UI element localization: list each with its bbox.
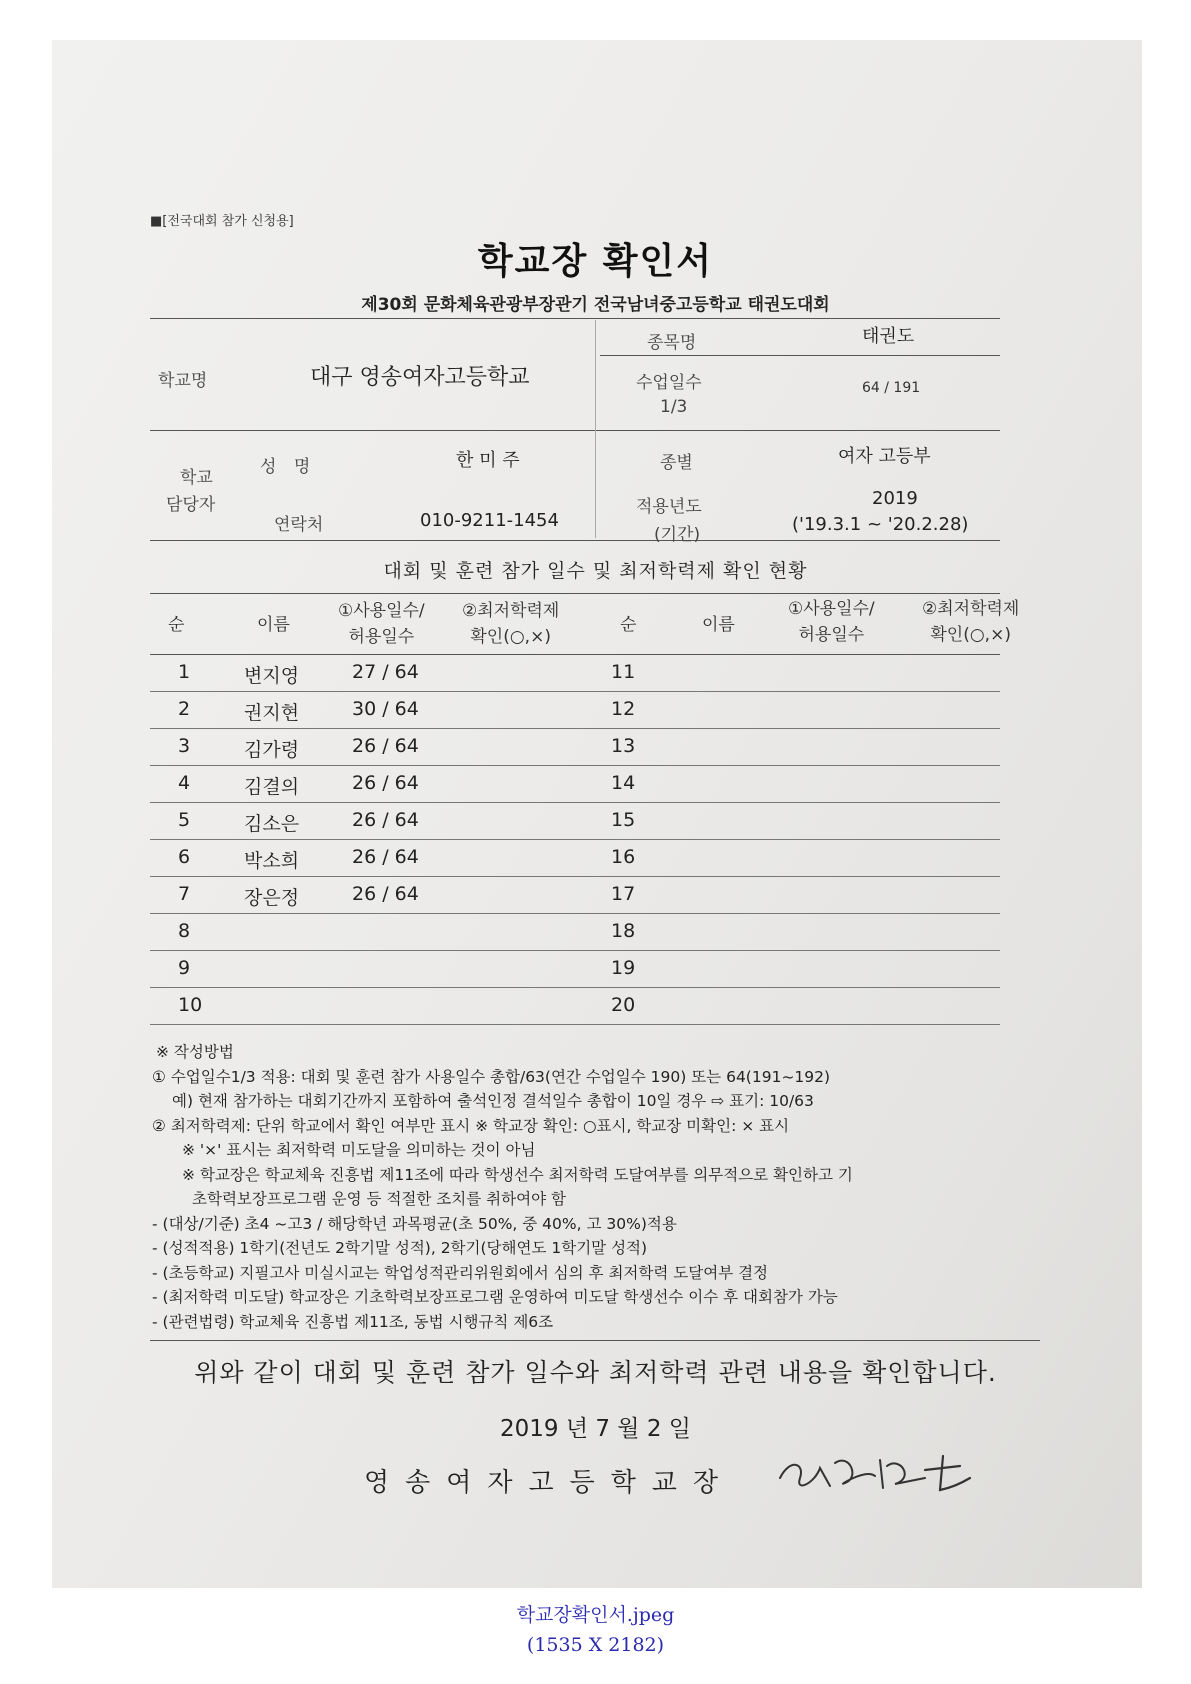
col-header-min: ②최저학력제 확인(○,×) xyxy=(462,601,560,647)
application-tag: ■[전국대회 참가 신청용] xyxy=(150,214,294,229)
note-line: ② 최저학력제: 단위 학교에서 확인 여부만 표시 ※ 학교장 확인: ○표시, 학교장 미확인: × 표시 xyxy=(152,1116,790,1135)
row-no: 3 xyxy=(178,735,191,757)
manager-label-2: 담당자 xyxy=(166,495,216,515)
col-header-days: ①사용일수/ 허용일수 xyxy=(338,601,425,647)
row-days: 26 / 64 xyxy=(352,883,419,905)
row-days: 26 / 64 xyxy=(352,809,419,831)
info-rule-bottom xyxy=(150,540,1000,541)
year-value: 2019 xyxy=(872,488,918,509)
document-title: 학교장 확인서 xyxy=(477,241,714,282)
row-no: 1 xyxy=(178,661,191,683)
row-no: 16 xyxy=(611,846,636,868)
note-line: - (초등학교) 지필고사 미실시교는 학업성적관리위원회에서 심의 후 최저학력 도달여부 결정 xyxy=(152,1263,769,1282)
col-header-days-right: ①사용일수/ 허용일수 xyxy=(788,599,875,645)
row-days: 26 / 64 xyxy=(352,772,419,794)
col-header-min-right: ②최저학력제 확인(○,×) xyxy=(922,599,1020,645)
row-no: 14 xyxy=(611,772,636,794)
class-days-value: 64 / 191 xyxy=(862,380,921,396)
category-value: 여자 고등부 xyxy=(838,446,931,467)
note-line: ① 수업일수1/3 적용: 대회 및 훈련 참가 사용일수 총합/63(연간 수업일수 190) 또는 64(191~192) xyxy=(152,1067,831,1086)
school-label: 학교명 xyxy=(158,371,208,391)
row-days: 27 / 64 xyxy=(352,661,419,683)
manager-label: 학교 xyxy=(180,468,213,488)
name-label: 성 명 xyxy=(260,457,311,477)
info-rule-top xyxy=(150,318,1000,319)
table-row-rule xyxy=(150,1024,1000,1025)
note-line: ※ '×' 표시는 최저학력 미도달을 의미하는 것이 아님 xyxy=(182,1141,536,1159)
note-line: - (관련법령) 학교체육 진흥법 제11조, 동법 시행규칙 제6조 xyxy=(152,1312,554,1331)
table-row-rule xyxy=(150,839,1000,840)
row-name: 김가령 xyxy=(244,739,300,761)
event-subtitle: 제30회 문화체육관광부장관기 전국남녀중고등학교 태권도대회 xyxy=(361,295,830,315)
contact-value: 010-9211-1454 xyxy=(420,510,559,531)
row-name: 박소희 xyxy=(244,850,300,872)
category-label: 종별 xyxy=(660,453,693,473)
col-header-name: 이름 xyxy=(257,615,290,635)
table-rule-header xyxy=(150,654,1000,655)
row-no: 8 xyxy=(178,920,191,942)
info-divider xyxy=(595,320,596,538)
row-days: 26 / 64 xyxy=(352,846,419,868)
table-row-rule xyxy=(150,802,1000,803)
row-name: 김결의 xyxy=(244,776,300,798)
school-name: 대구 영송여자고등학교 xyxy=(310,365,530,390)
row-no: 19 xyxy=(611,957,636,979)
row-no: 18 xyxy=(611,920,636,942)
note-line: 초학력보장프로그램 운영 등 적절한 조치를 취하여야 함 xyxy=(192,1190,566,1208)
event-label: 종목명 xyxy=(647,333,697,353)
confirmation-statement: 위와 같이 대회 및 훈련 참가 일수와 최저학력 관련 내용을 확인합니다. xyxy=(194,1358,997,1387)
table-row-rule xyxy=(150,765,1000,766)
row-days: 30 / 64 xyxy=(352,698,419,720)
row-no: 6 xyxy=(178,846,191,868)
year-label: 적용년도 xyxy=(636,497,702,517)
notes-rule-bottom xyxy=(150,1340,1040,1341)
table-row-rule xyxy=(150,691,1000,692)
row-name: 김소은 xyxy=(244,813,300,835)
note-line: ※ 작성방법 xyxy=(156,1043,234,1061)
image-caption xyxy=(0,1600,1191,1660)
principal-title: 영송여자고등학교장 xyxy=(364,1468,735,1498)
table-row-rule xyxy=(150,876,1000,877)
event-value: 태권도 xyxy=(862,326,915,347)
class-days-label: 수업일수 xyxy=(636,373,702,393)
note-line: 예) 현재 참가하는 대회기간까지 포함하여 출석인정 결석일수 총합이 10일 경우 ⇨ 표기: 10/63 xyxy=(172,1092,814,1110)
row-name: 변지영 xyxy=(244,665,300,687)
period-label: (기간) xyxy=(654,525,701,545)
row-no: 11 xyxy=(611,661,636,683)
table-row-rule xyxy=(150,950,1000,951)
info-rule-event xyxy=(600,355,1000,356)
row-no: 9 xyxy=(178,957,191,979)
note-line: - (대상/기준) 초4 ~고3 / 해당학년 과목평균(초 50%, 중 40%, 고 30%)적용 xyxy=(152,1214,677,1233)
row-days: 26 / 64 xyxy=(352,735,419,757)
issue-date: 2019 년 7 월 2 일 xyxy=(499,1416,691,1442)
row-no: 10 xyxy=(178,994,203,1016)
row-no: 7 xyxy=(178,883,191,905)
table-row-rule xyxy=(150,987,1000,988)
row-no: 13 xyxy=(611,735,636,757)
row-no: 4 xyxy=(178,772,191,794)
note-line: - (성적적용) 1학기(전년도 2학기말 성적), 2학기(당해연도 1학기말 성적) xyxy=(152,1239,648,1257)
row-no: 17 xyxy=(611,883,636,905)
table-row-rule xyxy=(150,913,1000,914)
note-line: - (최저학력 미도달) 학교장은 기초학력보장프로그램 운영하여 미도달 학생선수 이수 후 대회참가 가능 xyxy=(152,1288,838,1306)
row-no: 20 xyxy=(611,994,636,1016)
col-header-name-right: 이름 xyxy=(702,615,735,635)
image-size: (1535 X 2182) xyxy=(526,1634,665,1656)
info-rule-mid xyxy=(150,430,1000,431)
row-no: 15 xyxy=(611,809,636,831)
period-value: ('19.3.1 ~ '20.2.28) xyxy=(792,514,969,535)
section-title: 대회 및 훈련 참가 일수 및 최저학력제 확인 현황 xyxy=(383,560,808,582)
class-days-fraction: 1/3 xyxy=(660,397,688,417)
table-row-rule xyxy=(150,728,1000,729)
manager-name: 한 미 주 xyxy=(456,450,520,471)
row-no: 12 xyxy=(611,698,636,720)
table-rule-top xyxy=(150,593,1000,594)
row-name: 장은정 xyxy=(244,887,300,909)
row-name: 권지현 xyxy=(244,702,300,724)
row-no: 2 xyxy=(178,698,191,720)
col-header-no: 순 xyxy=(168,615,185,635)
principal-signature xyxy=(775,1448,975,1498)
contact-label: 연락처 xyxy=(274,515,324,535)
image-filename: 학교장확인서.jpeg xyxy=(516,1604,675,1626)
row-no: 5 xyxy=(178,809,191,831)
note-line: ※ 학교장은 학교체육 진흥법 제11조에 따라 학생선수 최저학력 도달여부를 의무적으로 확인하고 기 xyxy=(182,1165,853,1184)
col-header-no-right: 순 xyxy=(620,615,637,635)
